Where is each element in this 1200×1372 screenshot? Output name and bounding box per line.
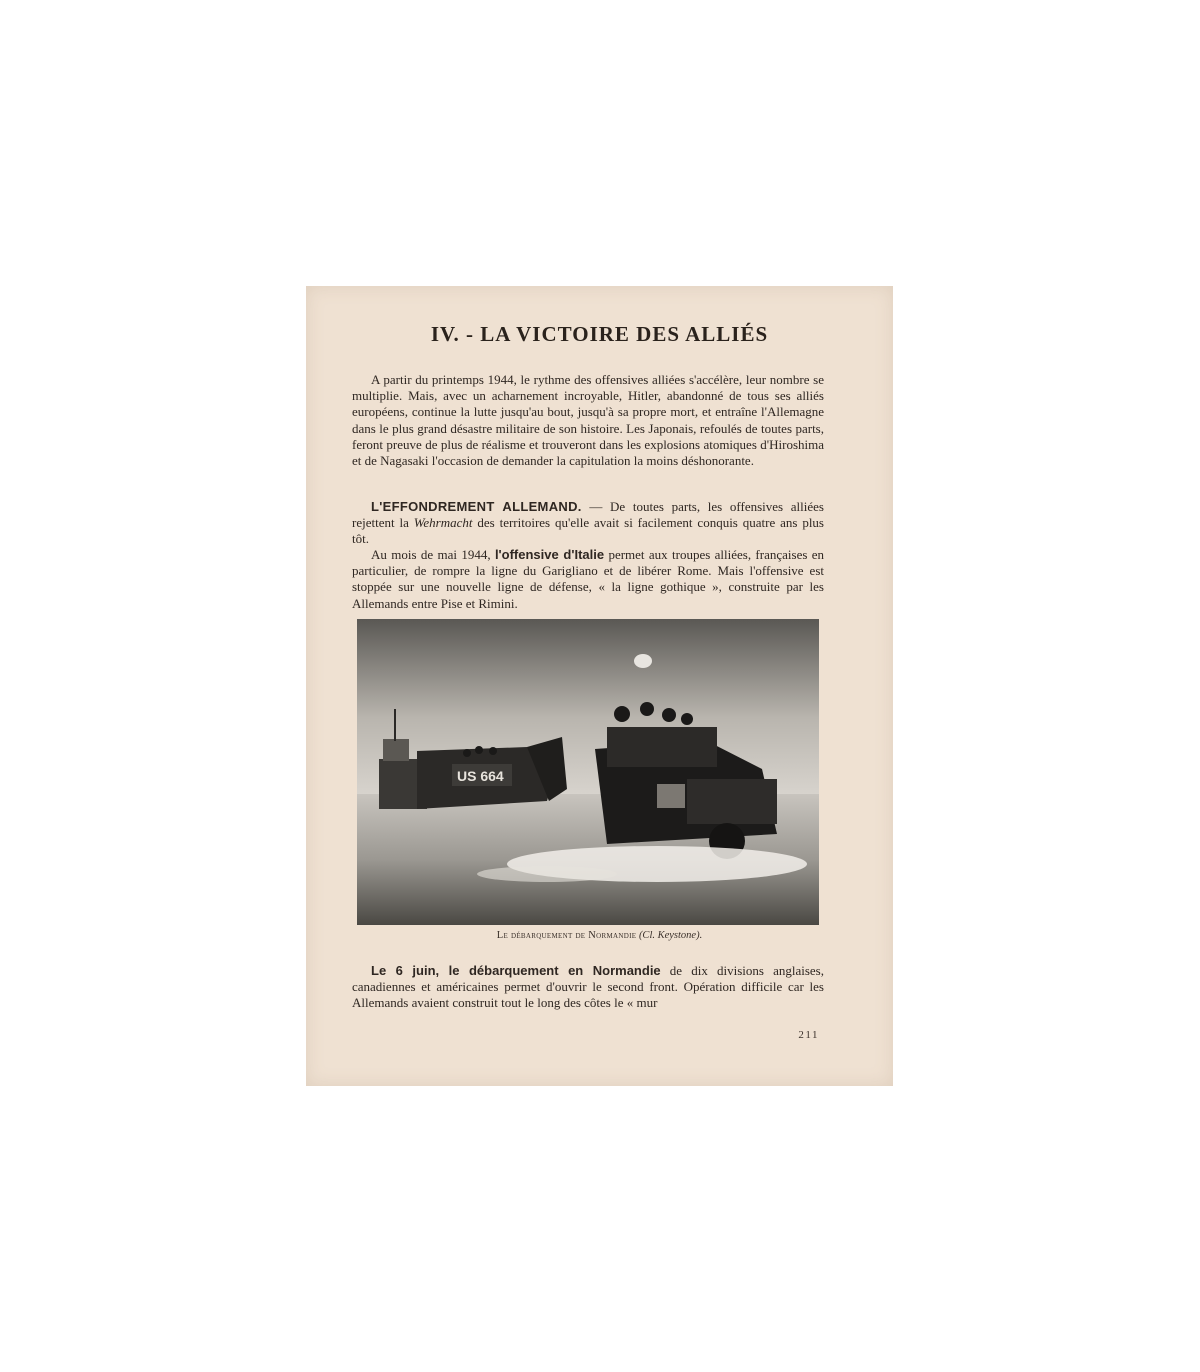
normandy-landing-photo — [357, 619, 819, 925]
normandy-paragraph — [352, 963, 824, 1012]
chapter-title: IV. - LA VICTOIRE DES ALLIÉS — [430, 322, 769, 346]
italy-lead: Au mois de mai 1944, — [371, 547, 495, 562]
section-paragraph — [352, 499, 824, 548]
page-number: 211 — [798, 1029, 819, 1041]
italy-paragraph — [352, 547, 824, 612]
normandy-highlight: Le 6 juin, le débarquement en Normandie — [371, 963, 661, 978]
caption-credit: (Cl. Keystone). — [638, 930, 703, 941]
barrage-balloon — [634, 654, 652, 668]
intro-paragraph: A partir du printemps 1944, le rythme des offensives alliées s'accélère, leur nombre se multiplie. Mais, avec un acharnement incroyable, Hitler, abandonné de tous ses alliés européens, continue la lutte jusqu'au bout, jusqu'à sa propre mort, et entraîne l'Allemagne dans le plus grand désastre militaire de son histoire. Les Japonais, refoulés de toutes parts, feront preuve de plus de réalisme et trouveront dans les explosions atomiques d'Hiroshima et de Nagasaki l'occasion de demander la capitulation la moins déshonorante. — [352, 372, 824, 469]
photo-caption — [306, 930, 893, 941]
book-page — [306, 286, 893, 1086]
boat-label: US 664 — [457, 768, 504, 784]
section-text-after: des territoires qu'elle avait si facilement conquis quatre ans plus tôt. — [352, 515, 824, 547]
section-text-before: — De toutes parts, les offensives alliées rejettent la — [352, 499, 824, 531]
normandy-text: de dix divisions anglaises, canadiennes et américaines permet d'ouvrir le second front. Opération difficile car les Allemands avaient construit tout le long des côtes le « mur — [352, 963, 824, 1011]
italy-text: permet aux troupes alliées, françaises en particulier, de rompre la ligne du Garigliano et de libérer Rome. Mais l'offensive est stoppée sur une nouvelle ligne de défense, « la ligne gothique », construite par les Allemands entre Pise et Rimini. — [352, 547, 825, 611]
caption-main: Le débarquement de Normandie — [496, 930, 637, 941]
section-heading: L'EFFONDREMENT ALLEMAND. — [371, 499, 582, 514]
italy-highlight: l'offensive d'Italie — [494, 547, 605, 562]
wehrmacht-term: Wehrmacht — [413, 515, 473, 531]
